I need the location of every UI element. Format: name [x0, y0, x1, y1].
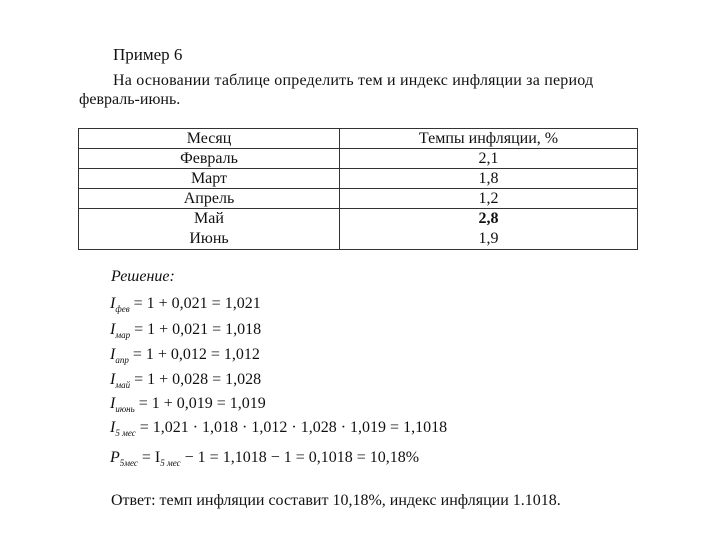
table-row-merged: [79, 209, 638, 250]
formula-line: [110, 419, 447, 438]
table-row: [79, 149, 638, 169]
formula-expression: − 1 = 1,1018 − 1 = 0,1018 = 10,18%: [180, 449, 420, 466]
formula-symbol: P: [110, 449, 120, 466]
column-header-month: Месяц: [79, 129, 340, 149]
answer-text: Ответ: темп инфляции составит 10,18%, индекс инфляции 1.1018.: [111, 492, 561, 509]
formula-line: [110, 295, 261, 314]
rate-cell-merged: [340, 209, 638, 250]
formula-line: [110, 371, 261, 390]
formula-line: [110, 321, 261, 340]
task-text-line2: февраль-июнь.: [79, 91, 181, 108]
formula-expression: = 1 + 0,012 = 1,012: [128, 346, 260, 363]
formula-symbol: I: [110, 321, 116, 338]
formula-symbol: I: [110, 295, 116, 312]
solution-label: Решение:: [111, 268, 175, 285]
formula-subscript: июнь: [115, 404, 135, 414]
task-text-line1: На основании таблице определить тем и индекс инфляции за период: [113, 72, 594, 89]
formula-subscript: 5мес: [119, 458, 138, 468]
formula-expression: = 1 + 0,021 = 1,021: [129, 295, 261, 312]
formula-symbol: I: [110, 346, 116, 363]
month-cell: Май: [194, 210, 224, 227]
formula-line: [110, 395, 266, 414]
example-heading: Пример 6: [113, 45, 183, 64]
formula-subscript: 5 мес: [115, 428, 136, 438]
month-cell-merged: [79, 209, 340, 250]
inflation-table: [78, 128, 638, 250]
formula-symbol: I: [110, 371, 116, 388]
formula-subscript: апр: [115, 355, 129, 365]
table-row: [79, 189, 638, 209]
formula-expression: = 1 + 0,028 = 1,028: [130, 371, 262, 388]
rate-cell: 2,1: [340, 149, 638, 169]
formula-symbol: I: [110, 395, 116, 412]
formula-line: [110, 346, 260, 365]
formula-symbol: I: [110, 419, 116, 436]
rate-cell: 1,2: [340, 189, 638, 209]
month-cell: Март: [79, 169, 340, 189]
formula-expression: = 1,021 · 1,018 · 1,012 · 1,028 · 1,019 = 1,1018: [135, 419, 448, 436]
formula-subscript: 5 мес: [160, 458, 181, 468]
formula-expression: = 1 + 0,021 = 1,018: [130, 321, 262, 338]
formula-subscript: фев: [115, 304, 130, 314]
formula-line: [110, 449, 419, 468]
formula-subscript: мар: [115, 330, 131, 340]
rate-cell: 1,9: [478, 230, 499, 247]
table-header-row: [79, 129, 638, 149]
month-cell: Июнь: [189, 230, 229, 247]
month-cell: Апрель: [79, 189, 340, 209]
table-row: [79, 169, 638, 189]
column-header-rate: Темпы инфляции, %: [340, 129, 638, 149]
formula-subscript: май: [115, 380, 131, 390]
formula-expression: = I: [137, 449, 161, 466]
rate-cell: 2,8: [478, 210, 499, 227]
rate-cell: 1,8: [340, 169, 638, 189]
formula-expression: = 1 + 0,019 = 1,019: [134, 395, 266, 412]
month-cell: Февраль: [79, 149, 340, 169]
